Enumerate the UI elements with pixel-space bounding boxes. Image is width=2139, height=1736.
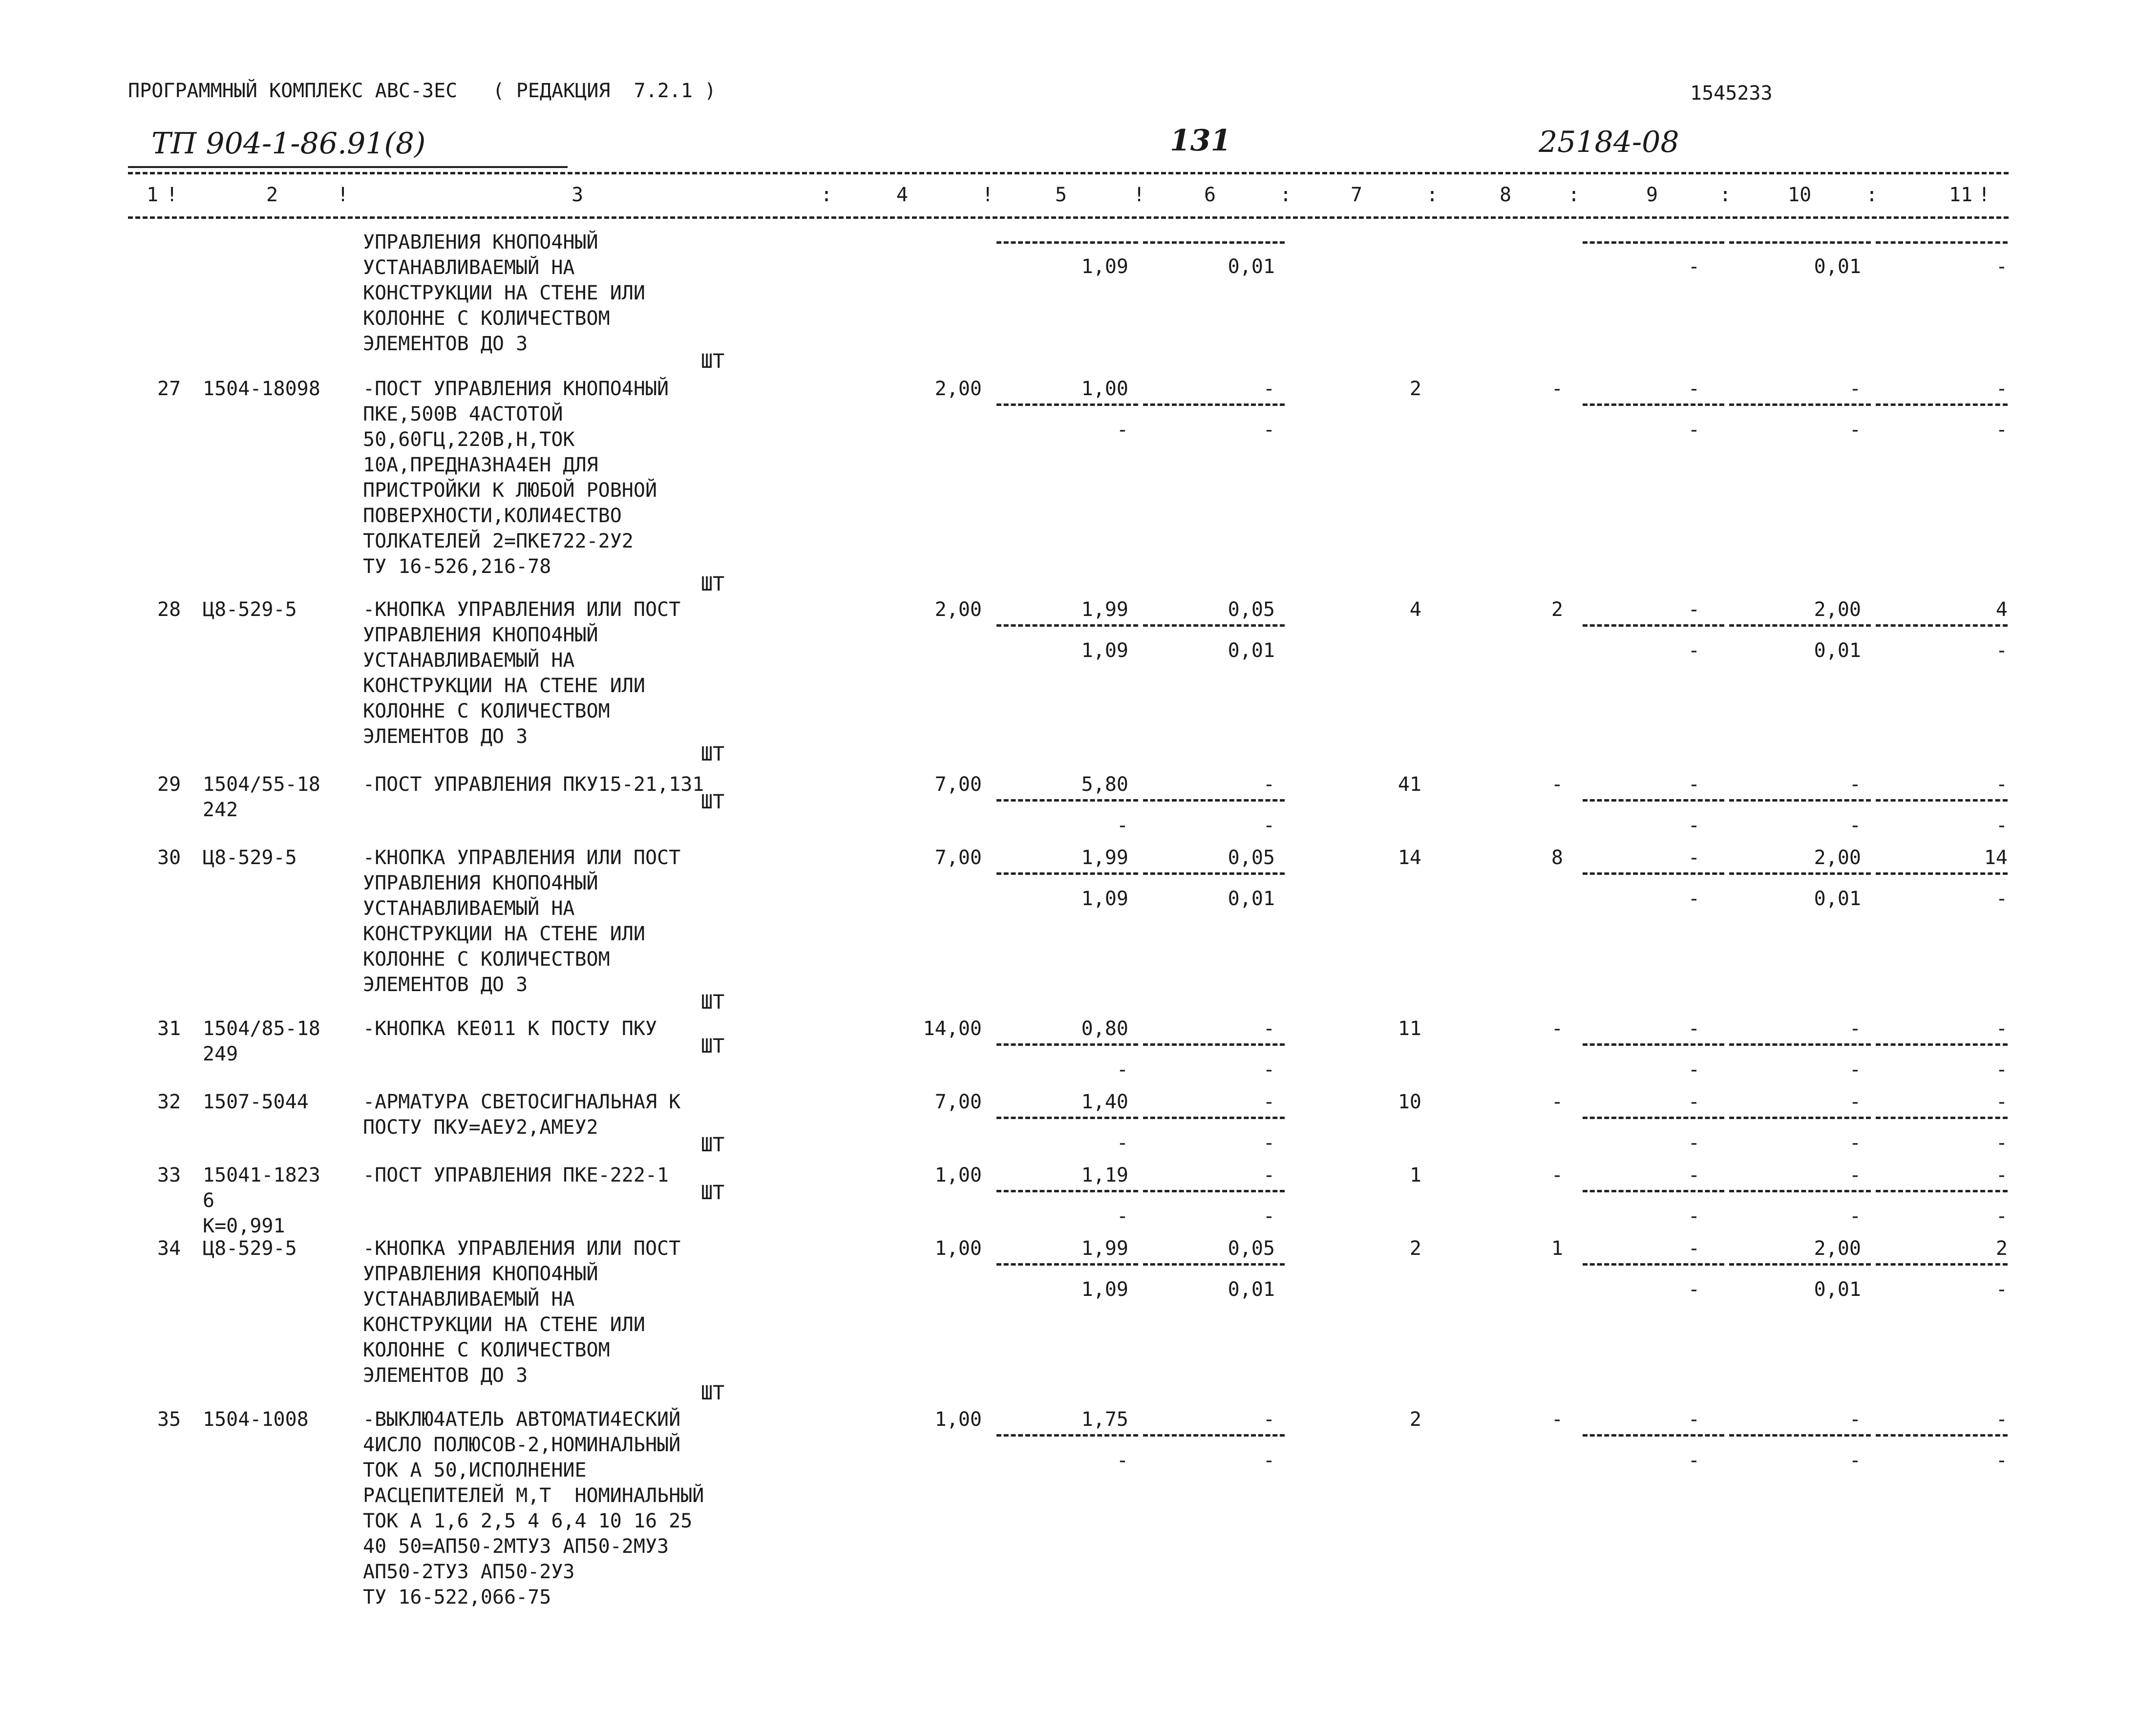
- stamp-underline: [128, 166, 568, 171]
- row-secondary-value-c11: -: [1995, 1205, 2008, 1228]
- value-separator-line: [1876, 1043, 2008, 1046]
- value-separator-line: [1143, 1043, 1285, 1046]
- row-value-c4: 7,00: [934, 773, 982, 796]
- value-separator-line: [1729, 1043, 1871, 1046]
- row-value-c11: 2: [1995, 1237, 2008, 1260]
- row-value-c6: -: [1263, 378, 1275, 400]
- row-code-continuation: 242: [203, 799, 238, 821]
- value-separator-line: [1876, 1263, 2008, 1266]
- row-description-line: УПРАВЛЕНИЯ КНОПО4НЫЙ: [363, 231, 598, 254]
- row-number: 30: [157, 847, 181, 869]
- row-coefficient: К=0,991: [203, 1215, 285, 1237]
- row-secondary-value-c9: -: [1688, 1059, 1700, 1081]
- row-description-line: УПРАВЛЕНИЯ КНОПО4НЫЙ: [363, 624, 598, 646]
- column-separator: :: [1280, 184, 1292, 206]
- row-number: 33: [157, 1164, 181, 1186]
- row-secondary-value-c5: -: [1116, 814, 1128, 837]
- row-secondary-value-c9: -: [1688, 255, 1700, 278]
- row-description-line: УСТАНАВЛИВАЕМЫЙ НА: [363, 256, 575, 279]
- row-unit: ШТ: [701, 573, 725, 595]
- row-value-c9: -: [1688, 1091, 1700, 1113]
- row-secondary-value-c6: -: [1263, 419, 1275, 441]
- value-separator-line: [1143, 872, 1285, 875]
- value-separator-line: [1729, 1117, 1871, 1119]
- value-separator-line: [1143, 1263, 1285, 1266]
- row-value-c7: 11: [1398, 1017, 1421, 1040]
- column-separator: !: [1133, 184, 1145, 206]
- row-secondary-value-c5: -: [1116, 1449, 1128, 1472]
- row-value-c4: 1,00: [934, 1237, 982, 1260]
- row-unit: ШТ: [701, 991, 725, 1014]
- row-value-c4: 7,00: [934, 1091, 982, 1113]
- row-unit: ШТ: [701, 1382, 725, 1404]
- column-separator: :: [1719, 184, 1732, 206]
- value-separator-line: [1143, 624, 1285, 627]
- row-secondary-value-c9: -: [1688, 1278, 1700, 1301]
- column-header-6: 6: [1204, 184, 1216, 206]
- row-value-c7: 2: [1409, 1408, 1421, 1431]
- row-secondary-value-c10: -: [1849, 1449, 1861, 1472]
- row-value-c8: 8: [1551, 847, 1563, 869]
- row-description-line: -КНОПКА УПРАВЛЕНИЯ ИЛИ ПОСТ: [363, 598, 681, 621]
- value-separator-line: [1876, 1190, 2008, 1192]
- row-secondary-value-c9: -: [1688, 639, 1700, 662]
- value-separator-line: [1143, 799, 1285, 802]
- row-secondary-value-c11: -: [1995, 814, 2008, 837]
- row-code: Ц8-529-5: [203, 598, 297, 621]
- row-description-line: ЭЛЕМЕНТОВ ДО 3: [363, 1364, 528, 1387]
- row-secondary-value-c6: 0,01: [1228, 888, 1275, 910]
- row-secondary-value-c6: 0,01: [1228, 1278, 1275, 1301]
- row-value-c7: 1: [1409, 1164, 1421, 1186]
- row-value-c10: -: [1849, 1017, 1861, 1040]
- row-unit: ШТ: [701, 1182, 725, 1204]
- row-secondary-value-c9: -: [1688, 419, 1700, 441]
- row-code: 1507-5044: [203, 1091, 309, 1113]
- stamp-project-code: ТП 904-1-86.91(8): [151, 127, 426, 161]
- row-value-c5: 1,99: [1081, 598, 1128, 621]
- row-value-c7: 4: [1409, 598, 1421, 621]
- row-unit: ШТ: [701, 350, 725, 373]
- row-value-c10: 2,00: [1814, 1237, 1861, 1260]
- row-number: 32: [157, 1091, 181, 1113]
- row-secondary-value-c11: -: [1995, 255, 2008, 278]
- row-value-c8: -: [1551, 773, 1563, 796]
- row-value-c9: -: [1688, 598, 1700, 621]
- row-unit: ШТ: [701, 1134, 725, 1156]
- row-description-line: -ПОСТ УПРАВЛЕНИЯ КНОПО4НЫЙ: [363, 378, 669, 400]
- value-separator-line: [1729, 872, 1871, 875]
- row-code-continuation: 249: [203, 1043, 238, 1065]
- value-separator-line: [996, 1117, 1138, 1119]
- row-description-line: -ВЫКЛЮ4АТЕЛЬ АВТОМАТИ4ЕСКИЙ: [363, 1408, 681, 1431]
- row-value-c10: 2,00: [1814, 847, 1861, 869]
- row-secondary-value-c11: -: [1995, 1449, 2008, 1472]
- column-header-5: 5: [1055, 184, 1067, 206]
- row-secondary-value-c11: -: [1995, 1132, 2008, 1154]
- column-header-1: 1: [147, 184, 159, 206]
- row-value-c6: -: [1263, 1091, 1275, 1113]
- row-value-c6: 0,05: [1228, 847, 1275, 869]
- row-code: 1504-18098: [203, 378, 320, 400]
- value-separator-line: [996, 1043, 1138, 1046]
- stamp-sheet-code: 25184-08: [1539, 125, 1679, 159]
- row-value-c8: 2: [1551, 598, 1563, 621]
- row-value-c10: -: [1849, 1164, 1861, 1186]
- value-separator-line: [1583, 1190, 1724, 1192]
- value-separator-line: [1876, 872, 2008, 875]
- row-value-c7: 10: [1398, 1091, 1421, 1113]
- row-secondary-value-c10: 0,01: [1814, 1278, 1861, 1301]
- row-value-c11: 14: [1984, 847, 2008, 869]
- value-separator-line: [1143, 1117, 1285, 1119]
- row-description-line: УПРАВЛЕНИЯ КНОПО4НЫЙ: [363, 1263, 598, 1285]
- row-value-c11: 4: [1995, 598, 2008, 621]
- row-value-c5: 0,80: [1081, 1017, 1128, 1040]
- row-value-c4: 2,00: [934, 598, 982, 621]
- row-value-c7: 2: [1409, 378, 1421, 400]
- row-secondary-value-c9: -: [1688, 1132, 1700, 1154]
- row-value-c9: -: [1688, 1164, 1700, 1186]
- row-value-c11: -: [1995, 378, 2008, 400]
- row-secondary-value-c5: -: [1116, 419, 1128, 441]
- row-value-c9: -: [1688, 1237, 1700, 1260]
- row-description-line: РАСЦЕПИТЕЛЕЙ М,Т НОМИНАЛЬНЫЙ: [363, 1484, 704, 1507]
- row-secondary-value-c10: -: [1849, 1132, 1861, 1154]
- row-secondary-value-c9: -: [1688, 1205, 1700, 1228]
- value-separator-line: [1583, 624, 1724, 627]
- row-number: 29: [157, 773, 181, 796]
- row-value-c7: 14: [1398, 847, 1421, 869]
- row-unit: ШТ: [701, 791, 725, 813]
- row-description-line: ПОВЕРХНОСТИ,КОЛИ4ЕСТВО: [363, 505, 622, 527]
- row-description-line: -КНОПКА УПРАВЛЕНИЯ ИЛИ ПОСТ: [363, 847, 681, 869]
- row-number: 27: [157, 378, 181, 400]
- row-code: 1504-1008: [203, 1408, 309, 1431]
- row-value-c9: -: [1688, 847, 1700, 869]
- value-separator-line: [1729, 624, 1871, 627]
- row-description-line: 10А,ПРЕДНАЗНА4ЕН ДЛЯ: [363, 454, 598, 476]
- row-value-c10: -: [1849, 1408, 1861, 1431]
- row-secondary-value-c6: -: [1263, 1205, 1275, 1228]
- row-secondary-value-c5: 1,09: [1081, 639, 1128, 662]
- row-secondary-value-c5: 1,09: [1081, 255, 1128, 278]
- row-description-line: -АРМАТУРА СВЕТОСИГНАЛЬНАЯ К: [363, 1091, 681, 1113]
- value-separator-line: [1729, 403, 1871, 406]
- row-description-line: КОЛОННЕ С КОЛИЧЕСТВОМ: [363, 948, 610, 971]
- row-secondary-value-c10: -: [1849, 1205, 1861, 1228]
- row-value-c5: 1,19: [1081, 1164, 1128, 1186]
- value-separator-line: [1729, 799, 1871, 802]
- row-secondary-value-c10: 0,01: [1814, 255, 1861, 278]
- column-separator: !: [1978, 184, 1991, 206]
- row-value-c6: 0,05: [1228, 1237, 1275, 1260]
- value-separator-line: [1729, 1434, 1871, 1437]
- row-secondary-value-c10: 0,01: [1814, 888, 1861, 910]
- row-description-line: УСТАНАВЛИВАЕМЫЙ НА: [363, 649, 575, 672]
- row-description-line: АП50-2ТУЗ АП50-2УЗ: [363, 1561, 575, 1583]
- column-header-7: 7: [1351, 184, 1363, 206]
- row-description-line: КОНСТРУКЦИИ НА СТЕНЕ ИЛИ: [363, 675, 645, 697]
- row-value-c10: -: [1849, 378, 1861, 400]
- row-description-line: ПОСТУ ПКУ=АЕУ2,АМЕУ2: [363, 1116, 598, 1139]
- row-value-c10: 2,00: [1814, 598, 1861, 621]
- value-separator-line: [1583, 1434, 1724, 1437]
- row-value-c4: 1,00: [934, 1408, 982, 1431]
- row-value-c9: -: [1688, 1017, 1700, 1040]
- row-secondary-value-c5: 1,09: [1081, 1278, 1128, 1301]
- row-value-c9: -: [1688, 378, 1700, 400]
- column-separator: :: [1426, 184, 1439, 206]
- row-description-line: ЭЛЕМЕНТОВ ДО 3: [363, 725, 528, 748]
- row-secondary-value-c6: -: [1263, 1132, 1275, 1154]
- row-secondary-value-c5: -: [1116, 1059, 1128, 1081]
- row-value-c11: -: [1995, 1408, 2008, 1431]
- row-secondary-value-c6: -: [1263, 1449, 1275, 1472]
- value-separator-line: [1143, 241, 1285, 244]
- row-number: 34: [157, 1237, 181, 1260]
- row-code: 1504/85-18: [203, 1017, 320, 1040]
- row-value-c5: 1,99: [1081, 1237, 1128, 1260]
- row-value-c5: 1,99: [1081, 847, 1128, 869]
- row-value-c6: -: [1263, 1017, 1275, 1040]
- row-description-line: -КНОПКА УПРАВЛЕНИЯ ИЛИ ПОСТ: [363, 1237, 681, 1260]
- row-description-line: УСТАНАВЛИВАЕМЫЙ НА: [363, 1288, 575, 1311]
- column-separator: !: [166, 184, 178, 206]
- row-description-line: -ПОСТ УПРАВЛЕНИЯ ПКУ15-21,131: [363, 773, 704, 796]
- value-separator-line: [996, 1434, 1138, 1437]
- row-value-c11: -: [1995, 1017, 2008, 1040]
- value-separator-line: [1729, 1263, 1871, 1266]
- row-description-line: УСТАНАВЛИВАЕМЫЙ НА: [363, 897, 575, 920]
- row-description-line: 40 50=АП50-2МТУЗ АП50-2МУЗ: [363, 1535, 669, 1558]
- row-secondary-value-c6: -: [1263, 1059, 1275, 1081]
- row-value-c5: 1,75: [1081, 1408, 1128, 1431]
- column-header-10: 10: [1788, 184, 1812, 206]
- value-separator-line: [1876, 624, 2008, 627]
- row-description-line: КОНСТРУКЦИИ НА СТЕНЕ ИЛИ: [363, 282, 645, 304]
- column-header-8: 8: [1500, 184, 1512, 206]
- row-description-line: УПРАВЛЕНИЯ КНОПО4НЫЙ: [363, 872, 598, 894]
- row-secondary-value-c11: -: [1995, 419, 2008, 441]
- value-separator-line: [1583, 241, 1724, 244]
- value-separator-line: [1583, 403, 1724, 406]
- row-value-c6: -: [1263, 1164, 1275, 1186]
- row-value-c5: 1,00: [1081, 378, 1128, 400]
- row-value-c4: 1,00: [934, 1164, 982, 1186]
- value-separator-line: [1876, 403, 2008, 406]
- table-top-rule: [128, 172, 2009, 174]
- value-separator-line: [996, 1263, 1138, 1266]
- row-secondary-value-c9: -: [1688, 814, 1700, 837]
- row-value-c8: -: [1551, 378, 1563, 400]
- row-code: Ц8-529-5: [203, 847, 297, 869]
- row-secondary-value-c11: -: [1995, 1059, 2008, 1081]
- value-separator-line: [1729, 241, 1871, 244]
- row-value-c10: -: [1849, 1091, 1861, 1113]
- value-separator-line: [1583, 1263, 1724, 1266]
- value-separator-line: [1876, 1117, 2008, 1119]
- row-description-line: КОЛОННЕ С КОЛИЧЕСТВОМ: [363, 700, 610, 722]
- column-header-4: 4: [896, 184, 909, 206]
- row-description-line: ТОЛКАТЕЛЕЙ 2=ПКЕ722-2У2: [363, 530, 634, 552]
- row-value-c9: -: [1688, 1408, 1700, 1431]
- row-value-c8: -: [1551, 1091, 1563, 1113]
- value-separator-line: [1583, 1043, 1724, 1046]
- row-secondary-value-c6: 0,01: [1228, 639, 1275, 662]
- row-description-line: КОНСТРУКЦИИ НА СТЕНЕ ИЛИ: [363, 923, 645, 945]
- value-separator-line: [1876, 799, 2008, 802]
- row-value-c4: 7,00: [934, 847, 982, 869]
- row-value-c11: -: [1995, 1091, 2008, 1113]
- value-separator-line: [996, 403, 1138, 406]
- row-description-line: ПКЕ,500В 4АСТОТОЙ: [363, 403, 563, 425]
- row-value-c11: -: [1995, 1164, 2008, 1186]
- row-number: 28: [157, 598, 181, 621]
- row-secondary-value-c10: -: [1849, 814, 1861, 837]
- column-separator: :: [1568, 184, 1580, 206]
- row-description-line: ПРИСТРОЙКИ К ЛЮБОЙ РОВНОЙ: [363, 479, 657, 502]
- value-separator-line: [996, 799, 1138, 802]
- row-secondary-value-c10: 0,01: [1814, 639, 1861, 662]
- column-header-9: 9: [1646, 184, 1658, 206]
- row-description-line: КОЛОННЕ С КОЛИЧЕСТВОМ: [363, 307, 610, 330]
- row-secondary-value-c10: -: [1849, 1059, 1861, 1081]
- row-description-line: 50,60ГЦ,220В,Н,ТОК: [363, 428, 575, 451]
- row-value-c9: -: [1688, 773, 1700, 796]
- row-value-c10: -: [1849, 773, 1861, 796]
- row-secondary-value-c11: -: [1995, 1278, 2008, 1301]
- row-description-line: ТУ 16-522,066-75: [363, 1586, 551, 1609]
- value-separator-line: [1143, 1190, 1285, 1192]
- row-description-line: КОЛОННЕ С КОЛИЧЕСТВОМ: [363, 1339, 610, 1361]
- value-separator-line: [1729, 1190, 1871, 1192]
- value-separator-line: [1143, 403, 1285, 406]
- row-description-line: 4ИСЛО ПОЛЮСОВ-2,НОМИНАЛЬНЫЙ: [363, 1434, 681, 1456]
- row-value-c8: 1: [1551, 1237, 1563, 1260]
- column-header-11: 11: [1949, 184, 1973, 206]
- row-code-continuation: 6: [203, 1189, 215, 1212]
- row-secondary-value-c5: -: [1116, 1205, 1128, 1228]
- row-value-c5: 5,80: [1081, 773, 1128, 796]
- document-number: 1545233: [1690, 82, 1773, 105]
- column-header-3: 3: [572, 184, 584, 206]
- column-header-2: 2: [266, 184, 278, 206]
- row-secondary-value-c6: -: [1263, 814, 1275, 837]
- row-value-c7: 2: [1409, 1237, 1421, 1260]
- stamp-page-number: 131: [1170, 124, 1231, 158]
- row-value-c8: -: [1551, 1164, 1563, 1186]
- row-description-line: ЭЛЕМЕНТОВ ДО 3: [363, 333, 528, 355]
- column-separator: :: [1866, 184, 1878, 206]
- row-secondary-value-c11: -: [1995, 639, 2008, 662]
- column-separator: !: [337, 184, 349, 206]
- value-separator-line: [996, 241, 1138, 244]
- row-description-line: -КНОПКА КЕ011 К ПОСТУ ПКУ: [363, 1017, 657, 1040]
- row-code: Ц8-529-5: [203, 1237, 297, 1260]
- row-description-line: ТУ 16-526,216-78: [363, 555, 551, 578]
- value-separator-line: [1876, 1434, 2008, 1437]
- row-secondary-value-c5: -: [1116, 1132, 1128, 1154]
- row-value-c4: 14,00: [923, 1017, 982, 1040]
- row-value-c5: 1,40: [1081, 1091, 1128, 1113]
- value-separator-line: [1583, 1117, 1724, 1119]
- value-separator-line: [996, 872, 1138, 875]
- program-header: ПРОГРАММНЫЙ КОМПЛЕКС АВС-3ЕС ( РЕДАКЦИЯ 7.2.1 ): [128, 80, 717, 102]
- row-number: 31: [157, 1017, 181, 1040]
- row-description-line: ЭЛЕМЕНТОВ ДО 3: [363, 974, 528, 996]
- row-secondary-value-c6: 0,01: [1228, 255, 1275, 278]
- row-number: 35: [157, 1408, 181, 1431]
- column-separator: :: [821, 184, 833, 206]
- row-value-c11: -: [1995, 773, 2008, 796]
- row-code: 15041-1823: [203, 1164, 320, 1186]
- row-description-line: -ПОСТ УПРАВЛЕНИЯ ПКЕ-222-1: [363, 1164, 669, 1186]
- row-value-c6: 0,05: [1228, 598, 1275, 621]
- row-value-c8: -: [1551, 1408, 1563, 1431]
- row-secondary-value-c5: 1,09: [1081, 888, 1128, 910]
- value-separator-line: [1583, 872, 1724, 875]
- row-secondary-value-c9: -: [1688, 888, 1700, 910]
- row-secondary-value-c11: -: [1995, 888, 2008, 910]
- row-code: 1504/55-18: [203, 773, 320, 796]
- row-description-line: ТОК А 1,6 2,5 4 6,4 10 16 25: [363, 1510, 693, 1532]
- row-secondary-value-c10: -: [1849, 419, 1861, 441]
- value-separator-line: [1583, 799, 1724, 802]
- row-description-line: ТОК А 50,ИСПОЛНЕНИЕ: [363, 1459, 587, 1482]
- value-separator-line: [1143, 1434, 1285, 1437]
- row-value-c8: -: [1551, 1017, 1563, 1040]
- row-value-c6: -: [1263, 1408, 1275, 1431]
- row-unit: ШТ: [701, 1035, 725, 1058]
- value-separator-line: [1876, 241, 2008, 244]
- value-separator-line: [996, 624, 1138, 627]
- row-value-c4: 2,00: [934, 378, 982, 400]
- column-separator: !: [982, 184, 994, 206]
- row-value-c7: 41: [1398, 773, 1421, 796]
- row-description-line: КОНСТРУКЦИИ НА СТЕНЕ ИЛИ: [363, 1313, 645, 1336]
- value-separator-line: [996, 1190, 1138, 1192]
- row-value-c6: -: [1263, 773, 1275, 796]
- row-secondary-value-c9: -: [1688, 1449, 1700, 1472]
- table-header-rule: [128, 216, 2009, 219]
- row-unit: ШТ: [701, 743, 725, 765]
